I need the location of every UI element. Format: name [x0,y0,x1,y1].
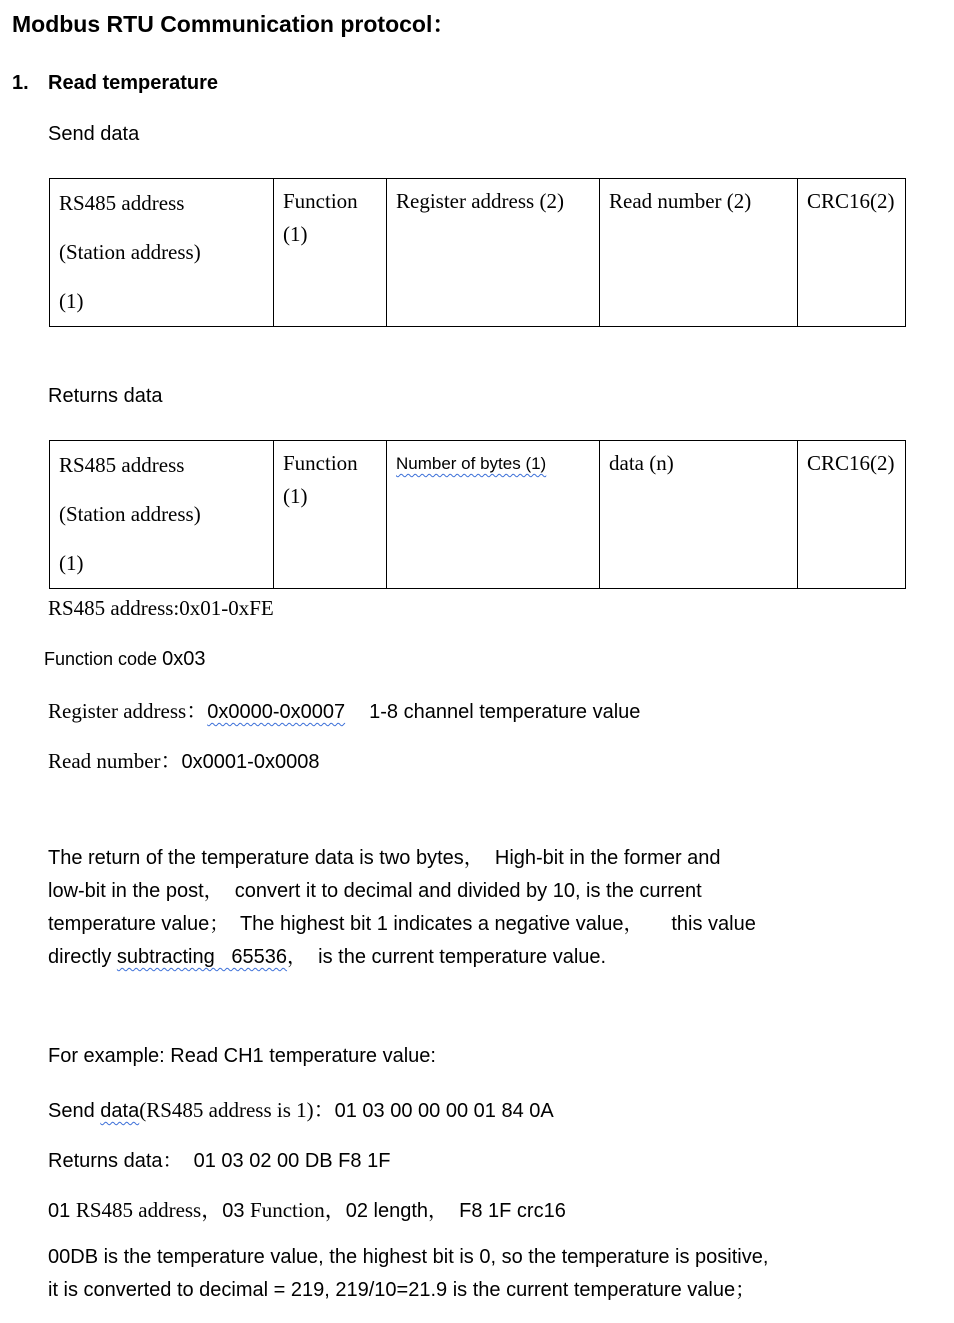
paragraph-line: temperature value； The highest bit 1 indicates a negative value， this value [48,913,756,935]
example-text: (RS485 address is 1)： [139,1098,335,1122]
example-text: RS485 address， [75,1198,223,1222]
document-title: Modbus RTU Communication protocol： [12,11,456,37]
paragraph-line: it is converted to decimal = 219, 219/10=21.9 is the current temperature value； [48,1279,756,1301]
table-cell-address [50,441,274,589]
example-decode-line [48,1194,566,1224]
cell-line: (1) [59,289,84,313]
byte-count-text: Number of bytes (1) [396,454,547,473]
table-cell-crc: CRC16(2) [798,179,906,327]
example-send-bytes: 01 03 00 00 00 01 84 0A [334,1100,554,1122]
paragraph-line [48,941,848,974]
example-text: 02 length， F8 1F crc16 [345,1200,566,1222]
send-data-table [49,178,906,327]
returns-data-label: Returns data [48,385,163,407]
example-explanation [48,1241,928,1307]
example-text: 03 [222,1200,251,1222]
cell-line: (Station address) [59,240,201,264]
example-text: 01 [48,1200,76,1222]
table-row [50,179,906,327]
conversion-paragraph [48,842,848,974]
example-send-line [48,1094,554,1124]
function-code-label: Function code [44,649,163,669]
paragraph-text: subtracting 65536 [116,946,288,968]
function-code-line [44,648,205,671]
rs485-range-line: RS485 address:0x01-0xFE [48,596,274,620]
table-cell-function: Function (1) [274,441,387,589]
paragraph-text: ， is the current temperature value. [287,946,607,968]
paragraph-line: low-bit in the post， convert it to decimal and divided by 10, is the current [48,880,702,902]
table-cell-byte-count [387,441,600,589]
paragraph-line: 00DB is the temperature value, the highest bit is 0, so the temperature is positive, [48,1246,769,1268]
register-address-line [48,695,640,725]
table-cell-crc: CRC16(2) [798,441,906,589]
table-cell-data: data (n) [600,441,798,589]
example-heading: For example: Read CH1 temperature value: [48,1045,436,1067]
example-text: Function， [250,1198,346,1222]
table-cell-register: Register address (2) [387,179,600,327]
example-text: Send [48,1100,101,1122]
read-number-line [48,745,319,775]
table-cell-read-number: Read number (2) [600,179,798,327]
paragraph-text: directly [48,946,117,968]
table-row [50,441,906,589]
table-cell-address [50,179,274,327]
table-cell-function: Function (1) [274,179,387,327]
cell-line: (1) [59,551,84,575]
section-title: Read temperature [48,72,219,94]
function-code-value: 0x03 [162,648,206,670]
example-text: data [100,1100,140,1122]
returns-data-table [49,440,906,589]
cell-line: RS485 address [59,191,185,215]
cell-line: (Station address) [59,502,201,526]
read-label: Read number： [48,749,182,773]
read-value: 0x0001-0x0008 [181,751,320,773]
register-desc: 1-8 channel temperature value [369,701,641,723]
cell-line: RS485 address [59,453,185,477]
section-heading [12,72,218,95]
send-data-label: Send data [48,123,140,145]
example-returns-line: Returns data： 01 03 02 00 DB F8 1F [48,1150,391,1172]
register-label: Register address： [48,699,208,723]
paragraph-line: The return of the temperature data is two bytes， High-bit in the former and [48,847,721,869]
section-number: 1. [12,72,29,94]
register-value: 0x0000-0x0007 [207,701,346,723]
